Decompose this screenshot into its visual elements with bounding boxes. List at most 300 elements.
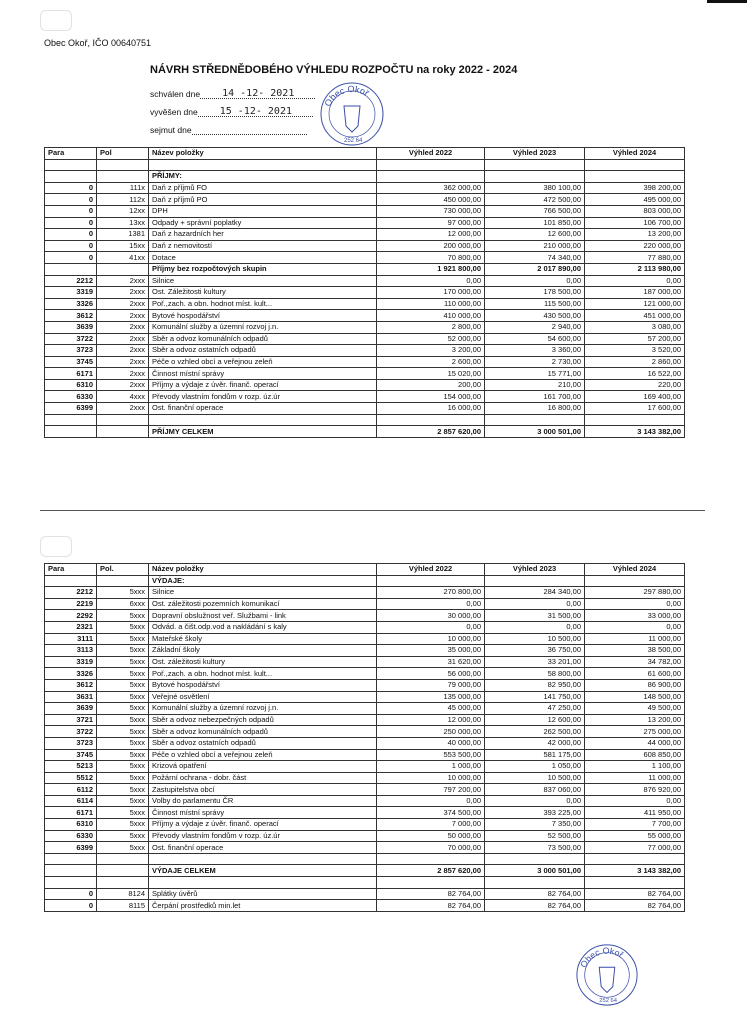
empty-cell xyxy=(585,853,685,865)
cell-name: Odpady + správní poplatky xyxy=(149,217,377,229)
cell-pol: 5xxx xyxy=(97,737,149,749)
faint-watermark-top xyxy=(40,10,72,31)
cell-2024: 275 000,00 xyxy=(585,726,685,738)
cell-2022: 3 200,00 xyxy=(377,345,485,357)
cell-pol xyxy=(97,426,149,438)
cell-name: PŘÍJMY CELKEM xyxy=(149,426,377,438)
cell-pol: 1381 xyxy=(97,229,149,241)
table-row xyxy=(45,842,685,854)
cell-para: 3612 xyxy=(45,310,97,322)
cell-para: 6399 xyxy=(45,842,97,854)
stamp-text: Obec Okoř xyxy=(578,945,626,970)
table-row xyxy=(45,217,685,229)
empty-cell xyxy=(97,853,149,865)
table-row xyxy=(45,333,685,345)
cell-2024: 297 880,00 xyxy=(585,587,685,599)
col-para: Para xyxy=(45,148,97,160)
posted-line xyxy=(150,106,313,117)
posted-date: 15 -12- 2021 xyxy=(219,106,292,117)
cell-2022: 10 000,00 xyxy=(377,772,485,784)
cell-2023: 262 500,00 xyxy=(485,726,585,738)
cell-para: 3612 xyxy=(45,679,97,691)
cell-2022: 2 857 620,00 xyxy=(377,426,485,438)
cell-name: Komunální služby a územní rozvoj j.n. xyxy=(149,321,377,333)
cell-name: Splátky úvěrů xyxy=(149,888,377,900)
cell-para: 0 xyxy=(45,240,97,252)
empty-cell xyxy=(377,877,485,889)
cell-2024: 106 700,00 xyxy=(585,217,685,229)
cell-pol: 5xxx xyxy=(97,772,149,784)
cell-2022: 135 000,00 xyxy=(377,691,485,703)
section-row xyxy=(45,171,685,183)
cell-pol: 5xxx xyxy=(97,784,149,796)
cell-name: Převody vlastním fondům v rozp. úz.úr xyxy=(149,830,377,842)
cell-2022: 10 000,00 xyxy=(377,633,485,645)
cell-2022: 45 000,00 xyxy=(377,703,485,715)
cell-2022: 553 500,00 xyxy=(377,749,485,761)
empty-cell xyxy=(45,575,97,587)
cell-para xyxy=(45,865,97,877)
cell-2023: 82 950,00 xyxy=(485,679,585,691)
empty-cell xyxy=(585,414,685,426)
cell-2022: 270 800,00 xyxy=(377,587,485,599)
cell-pol: 2xxx xyxy=(97,403,149,415)
cell-para: 3319 xyxy=(45,656,97,668)
cell-2024: 1 100,00 xyxy=(585,761,685,773)
cell-name: Sběr a odvoz nebezpečných odpadů xyxy=(149,714,377,726)
cell-2023: 3 360,00 xyxy=(485,345,585,357)
table-row xyxy=(45,807,685,819)
cell-2023: 10 500,00 xyxy=(485,633,585,645)
cell-2024: 11 000,00 xyxy=(585,633,685,645)
cell-pol: 2xxx xyxy=(97,379,149,391)
cell-pol: 2xxx xyxy=(97,321,149,333)
table-row xyxy=(45,194,685,206)
cell-2024: 0,00 xyxy=(585,275,685,287)
cell-pol: 6xxx xyxy=(97,598,149,610)
cell-name: Mateřské školy xyxy=(149,633,377,645)
cell-pol: 112x xyxy=(97,194,149,206)
cell-2024: 0,00 xyxy=(585,795,685,807)
cell-2022: 1 921 800,00 xyxy=(377,263,485,275)
section-label: PŘÍJMY: xyxy=(149,171,377,183)
cell-pol: 5xxx xyxy=(97,645,149,657)
cell-2022: 40 000,00 xyxy=(377,737,485,749)
empty-cell xyxy=(97,171,149,183)
cell-2022: 154 000,00 xyxy=(377,391,485,403)
svg-text:Obec Okoř xyxy=(578,946,626,970)
empty-cell xyxy=(377,414,485,426)
cell-2023: 16 800,00 xyxy=(485,403,585,415)
cell-2024: 121 000,00 xyxy=(585,298,685,310)
cell-para: 3631 xyxy=(45,691,97,703)
cell-2024: 3 143 382,00 xyxy=(585,426,685,438)
cell-name: Odvád. a čišt.odp.vod a nakládání s kaly xyxy=(149,621,377,633)
cell-para: 6112 xyxy=(45,784,97,796)
cell-name: Daň z nemovitostí xyxy=(149,240,377,252)
cell-2024: 3 520,00 xyxy=(585,345,685,357)
cell-name: Bytové hospodářství xyxy=(149,310,377,322)
empty-cell xyxy=(149,853,377,865)
cell-2022: 200,00 xyxy=(377,379,485,391)
cell-2022: 170 000,00 xyxy=(377,287,485,299)
cell-2024: 3 143 382,00 xyxy=(585,865,685,877)
cell-para: 6310 xyxy=(45,379,97,391)
cell-name: Činnost místní správy xyxy=(149,807,377,819)
cell-pol: 5xxx xyxy=(97,679,149,691)
cell-para: 0 xyxy=(45,900,97,912)
cell-name: Bytové hospodářství xyxy=(149,679,377,691)
cell-para: 0 xyxy=(45,194,97,206)
cell-2024: 34 782,00 xyxy=(585,656,685,668)
table-row xyxy=(45,379,685,391)
table-row xyxy=(45,298,685,310)
table-row xyxy=(45,403,685,415)
empty-cell xyxy=(45,159,97,171)
cell-para: 6330 xyxy=(45,391,97,403)
cell-pol: 5xxx xyxy=(97,691,149,703)
table-row xyxy=(45,819,685,831)
cell-name: Dopravní obslužnost veř. Službami - link xyxy=(149,610,377,622)
cell-pol: 2xxx xyxy=(97,345,149,357)
cell-2024: 803 000,00 xyxy=(585,205,685,217)
cell-para: 3113 xyxy=(45,645,97,657)
cell-pol: 5xxx xyxy=(97,807,149,819)
cell-para: 3722 xyxy=(45,726,97,738)
cell-para: 3723 xyxy=(45,345,97,357)
stamp-code: 252 64 xyxy=(599,998,618,1005)
table-row xyxy=(45,287,685,299)
empty-cell xyxy=(97,877,149,889)
blank-row xyxy=(45,877,685,889)
cell-name: Čerpání prostředků min.let xyxy=(149,900,377,912)
table-row xyxy=(45,691,685,703)
cell-2024: 82 764,00 xyxy=(585,888,685,900)
cell-2023: 0,00 xyxy=(485,275,585,287)
cell-name: Základní školy xyxy=(149,645,377,657)
cell-2024: 187 000,00 xyxy=(585,287,685,299)
expense-header-row xyxy=(45,564,685,576)
empty-cell xyxy=(45,171,97,183)
cell-para: 0 xyxy=(45,205,97,217)
cell-name: Ost. finanční operace xyxy=(149,842,377,854)
cell-pol: 2xxx xyxy=(97,298,149,310)
cell-name: Požární ochrana - dobr. část xyxy=(149,772,377,784)
cell-2024: 169 400,00 xyxy=(585,391,685,403)
blank-row xyxy=(45,159,685,171)
cell-para: 6399 xyxy=(45,403,97,415)
expense-table xyxy=(44,563,685,912)
empty-cell xyxy=(377,171,485,183)
cell-para: 0 xyxy=(45,229,97,241)
cell-2022: 2 600,00 xyxy=(377,356,485,368)
col-2022: Výhled 2022 xyxy=(377,148,485,160)
cell-2022: 200 000,00 xyxy=(377,240,485,252)
cell-2023: 380 100,00 xyxy=(485,182,585,194)
cell-pol: 5xxx xyxy=(97,726,149,738)
cell-2022: 0,00 xyxy=(377,598,485,610)
cell-2024: 220 000,00 xyxy=(585,240,685,252)
table-row xyxy=(45,391,685,403)
cell-2022: 31 620,00 xyxy=(377,656,485,668)
table-row xyxy=(45,182,685,194)
cell-para: 2219 xyxy=(45,598,97,610)
table-row xyxy=(45,229,685,241)
cell-2024: 44 000,00 xyxy=(585,737,685,749)
cell-pol: 5xxx xyxy=(97,819,149,831)
approved-label: schválen dne xyxy=(150,89,201,99)
financing-row xyxy=(45,888,685,900)
table-row xyxy=(45,310,685,322)
cell-2024: 7 700,00 xyxy=(585,819,685,831)
cell-pol: 5xxx xyxy=(97,842,149,854)
cell-2022: 79 000,00 xyxy=(377,679,485,691)
empty-cell xyxy=(377,159,485,171)
table-row xyxy=(45,668,685,680)
cell-para: 5512 xyxy=(45,772,97,784)
cell-2022: 56 000,00 xyxy=(377,668,485,680)
cell-2022: 410 000,00 xyxy=(377,310,485,322)
empty-cell xyxy=(485,575,585,587)
stamp-text: Obec Okoř xyxy=(322,83,371,109)
cell-2022: 7 000,00 xyxy=(377,819,485,831)
cell-para: 0 xyxy=(45,217,97,229)
cell-2023: 7 350,00 xyxy=(485,819,585,831)
table-row xyxy=(45,252,685,264)
cell-2023: 472 500,00 xyxy=(485,194,585,206)
col-name: Název položky xyxy=(149,564,377,576)
cell-2024: 148 500,00 xyxy=(585,691,685,703)
cell-name: Příjmy a výdaje z úvěr. finanč. operací xyxy=(149,819,377,831)
cell-2024: 876 920,00 xyxy=(585,784,685,796)
cell-2023: 161 700,00 xyxy=(485,391,585,403)
cell-2023: 284 340,00 xyxy=(485,587,585,599)
approved-line xyxy=(150,88,315,99)
cell-2024: 61 600,00 xyxy=(585,668,685,680)
municipal-stamp-top xyxy=(318,80,386,148)
cell-pol: 5xxx xyxy=(97,668,149,680)
cell-pol: 15xx xyxy=(97,240,149,252)
cell-2022: 730 000,00 xyxy=(377,205,485,217)
cell-para: 6310 xyxy=(45,819,97,831)
table-row xyxy=(45,761,685,773)
empty-cell xyxy=(45,877,97,889)
municipal-stamp-bottom xyxy=(574,942,640,1008)
cell-name: Péče o vzhled obcí a veřejnou zeleň xyxy=(149,356,377,368)
cell-pol: 13xx xyxy=(97,217,149,229)
cell-name: Dotace xyxy=(149,252,377,264)
cell-para: 3745 xyxy=(45,749,97,761)
cell-2023: 82 764,00 xyxy=(485,900,585,912)
removed-line xyxy=(150,124,307,135)
cell-2023: 33 201,00 xyxy=(485,656,585,668)
cell-pol: 5xxx xyxy=(97,703,149,715)
cell-para: 0 xyxy=(45,252,97,264)
cell-2023: 3 000 501,00 xyxy=(485,865,585,877)
cell-name: Silnice xyxy=(149,275,377,287)
cell-pol: 2xxx xyxy=(97,310,149,322)
cell-2022: 12 000,00 xyxy=(377,714,485,726)
table-row xyxy=(45,645,685,657)
cell-2023: 1 050,00 xyxy=(485,761,585,773)
cell-2023: 2 940,00 xyxy=(485,321,585,333)
cell-para: 6114 xyxy=(45,795,97,807)
cell-2022: 52 000,00 xyxy=(377,333,485,345)
cell-name: Komunální služby a územní rozvoj j.n. xyxy=(149,703,377,715)
cell-para: 2292 xyxy=(45,610,97,622)
cell-2024: 0,00 xyxy=(585,598,685,610)
table-row xyxy=(45,240,685,252)
cell-2024: 398 200,00 xyxy=(585,182,685,194)
col-2022: Výhled 2022 xyxy=(377,564,485,576)
cell-name: Péče o vzhled obcí a veřejnou zeleň xyxy=(149,749,377,761)
page-separator xyxy=(40,510,705,511)
empty-cell xyxy=(485,159,585,171)
cell-2024: 57 200,00 xyxy=(585,333,685,345)
cell-name: Sběr a odvoz ostatních odpadů xyxy=(149,737,377,749)
approved-date: 14 -12- 2021 xyxy=(222,88,295,99)
cell-2024: 77 880,00 xyxy=(585,252,685,264)
table-row xyxy=(45,587,685,599)
cell-2023: 0,00 xyxy=(485,598,585,610)
expense-total-row xyxy=(45,865,685,877)
section-row xyxy=(45,575,685,587)
cell-2022: 250 000,00 xyxy=(377,726,485,738)
col-2024: Výhled 2024 xyxy=(585,564,685,576)
table-row xyxy=(45,275,685,287)
table-row xyxy=(45,703,685,715)
cell-pol: 5xxx xyxy=(97,610,149,622)
svg-text:Obec Okoř xyxy=(323,84,372,108)
empty-cell xyxy=(97,575,149,587)
table-row xyxy=(45,679,685,691)
cell-2022: 30 000,00 xyxy=(377,610,485,622)
empty-cell xyxy=(377,575,485,587)
cell-name: Ost. finanční operace xyxy=(149,403,377,415)
cell-2022: 82 764,00 xyxy=(377,900,485,912)
cell-pol: 8124 xyxy=(97,888,149,900)
cell-name: Příjmy bez rozpočtových skupin xyxy=(149,263,377,275)
table-row xyxy=(45,621,685,633)
empty-cell xyxy=(485,853,585,865)
table-row xyxy=(45,772,685,784)
cell-2023: 82 764,00 xyxy=(485,888,585,900)
cell-para: 6330 xyxy=(45,830,97,842)
empty-cell xyxy=(377,853,485,865)
cell-name: Činnost místní správy xyxy=(149,368,377,380)
cell-para: 3111 xyxy=(45,633,97,645)
table-row xyxy=(45,714,685,726)
cell-2023: 210,00 xyxy=(485,379,585,391)
cell-2023: 2 017 890,00 xyxy=(485,263,585,275)
cell-2022: 374 500,00 xyxy=(377,807,485,819)
cell-pol: 2xxx xyxy=(97,287,149,299)
cell-2023: 54 600,00 xyxy=(485,333,585,345)
cell-2023: 58 800,00 xyxy=(485,668,585,680)
table-row xyxy=(45,263,685,275)
removed-label: sejmut dne xyxy=(150,125,192,135)
col-2023: Výhled 2023 xyxy=(485,564,585,576)
cell-2024: 86 900,00 xyxy=(585,679,685,691)
cell-2022: 97 000,00 xyxy=(377,217,485,229)
cell-2022: 450 000,00 xyxy=(377,194,485,206)
cell-name: Daň z příjmů PO xyxy=(149,194,377,206)
col-2024: Výhled 2024 xyxy=(585,148,685,160)
table-row xyxy=(45,830,685,842)
table-row xyxy=(45,356,685,368)
cell-2024: 411 950,00 xyxy=(585,807,685,819)
cell-2023: 52 500,00 xyxy=(485,830,585,842)
faint-watermark-bottom xyxy=(40,536,72,557)
cell-2024: 2 860,00 xyxy=(585,356,685,368)
table-row xyxy=(45,737,685,749)
cell-para: 6171 xyxy=(45,807,97,819)
cell-para: 3319 xyxy=(45,287,97,299)
cell-name: Daň z příjmů FO xyxy=(149,182,377,194)
cell-pol xyxy=(97,263,149,275)
page-title: NÁVRH STŘEDNĚDOBÉHO VÝHLEDU ROZPOČTU na roky 2022 - 2024 xyxy=(150,64,518,76)
section-label: VÝDAJE: xyxy=(149,575,377,587)
cell-2023: 837 060,00 xyxy=(485,784,585,796)
cell-2024: 16 522,00 xyxy=(585,368,685,380)
cell-2023: 141 750,00 xyxy=(485,691,585,703)
stamp-code: 252 64 xyxy=(344,138,363,144)
table-row xyxy=(45,321,685,333)
cell-2023: 3 000 501,00 xyxy=(485,426,585,438)
cell-name: Volby do parlamentu ČR xyxy=(149,795,377,807)
cell-pol: 5xxx xyxy=(97,714,149,726)
income-table xyxy=(44,147,685,438)
cell-2023: 766 500,00 xyxy=(485,205,585,217)
cell-pol xyxy=(97,865,149,877)
table-row xyxy=(45,345,685,357)
cell-para: 6171 xyxy=(45,368,97,380)
table-row xyxy=(45,205,685,217)
cell-pol: 2xxx xyxy=(97,356,149,368)
cell-para xyxy=(45,263,97,275)
cell-2022: 15 020,00 xyxy=(377,368,485,380)
table-row xyxy=(45,784,685,796)
cell-2022: 70 800,00 xyxy=(377,252,485,264)
cell-para: 3326 xyxy=(45,298,97,310)
empty-cell xyxy=(149,159,377,171)
cell-pol: 2xxx xyxy=(97,333,149,345)
blank-row xyxy=(45,853,685,865)
cell-name: Ost. záležitosti kultury xyxy=(149,656,377,668)
cell-2024: 0,00 xyxy=(585,621,685,633)
income-header-row xyxy=(45,148,685,160)
cell-2023: 2 730,00 xyxy=(485,356,585,368)
empty-cell xyxy=(149,414,377,426)
cell-name: Poř.,zach. a obn. hodnot míst. kult... xyxy=(149,668,377,680)
cell-2022: 12 000,00 xyxy=(377,229,485,241)
scan-edge-mark xyxy=(707,0,747,3)
cell-name: Silnice xyxy=(149,587,377,599)
cell-2023: 12 600,00 xyxy=(485,714,585,726)
cell-2024: 608 850,00 xyxy=(585,749,685,761)
cell-name: Daň z hazardních her xyxy=(149,229,377,241)
empty-cell xyxy=(97,414,149,426)
blank-row xyxy=(45,414,685,426)
col-name: Název položky xyxy=(149,148,377,160)
cell-2024: 17 600,00 xyxy=(585,403,685,415)
table-row xyxy=(45,598,685,610)
cell-2023: 12 600,00 xyxy=(485,229,585,241)
col-pol: Pol. xyxy=(97,564,149,576)
empty-cell xyxy=(485,171,585,183)
cell-2023: 74 340,00 xyxy=(485,252,585,264)
cell-2023: 0,00 xyxy=(485,621,585,633)
